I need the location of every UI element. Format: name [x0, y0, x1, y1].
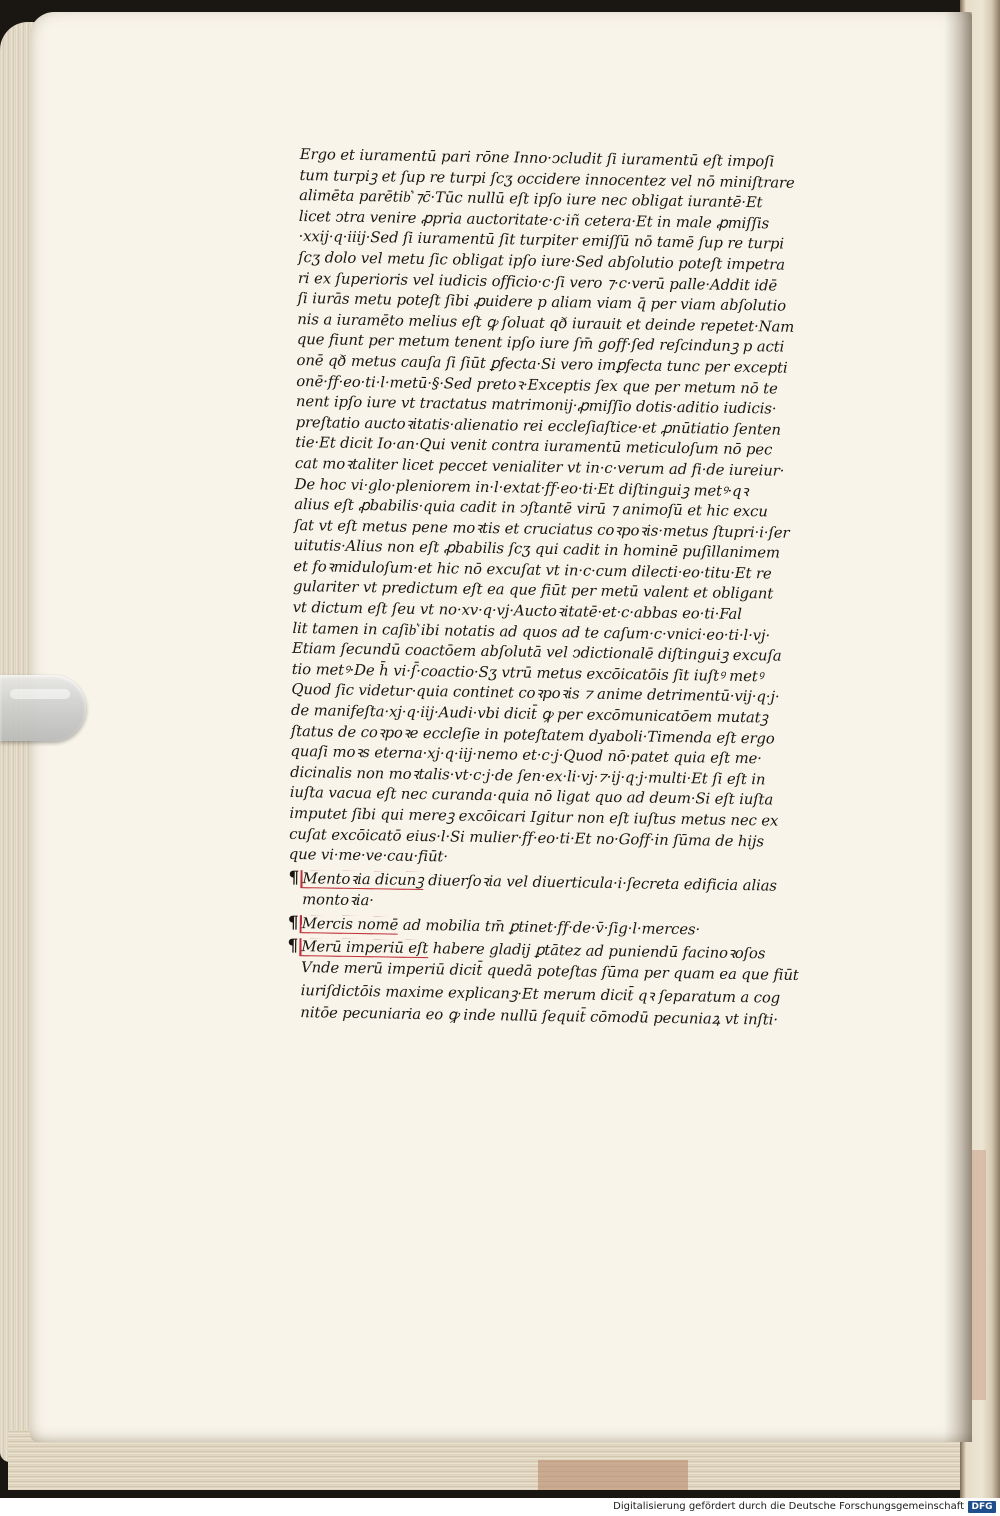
- text-line: ſtatus de coꝛpoꝛe eccleſie in poteſtatem dyaboli·Timenda eſt ergo: [290, 722, 775, 748]
- footer-bar: [0, 1498, 1000, 1516]
- text-line: cat moꝛtaliter licet peccet venialiter vt in·c·verum ad fi·de iureiur·: [294, 454, 785, 480]
- text-line: gulariter vt predictum eſt ea que fiūt per metū valent et obligant: [292, 578, 774, 603]
- text-line: iuſta vacua eſt nec curanda·quia nō ligat quo ad deum·Si eſt iuſta: [289, 784, 774, 809]
- text-line: De hoc vi·glo·pleniorem in·l·extat·ff·eo·ti·Et diſtinguiꝫ metꝰ·qꝛ: [294, 475, 749, 500]
- page-clip: [0, 675, 86, 741]
- text-line: ſat vt eſt metus pene moꝛtis et cruciatus coꝛpoꝛis·metus ſtupri·i·ſer: [293, 516, 790, 542]
- text-line: que vi·me·ve·cau·fiūt·: [288, 846, 449, 866]
- rubricated-headword: Mentoꝛia dicunꝫ: [302, 869, 424, 889]
- text-line: Ergo et iuramentū pari rōne Inno·ↄcludit ſi iuramentū eſt impoſi: [299, 145, 775, 171]
- text-line: alimēta parētib͛ ⁊c̄·Tūc nullū eſt ipſo iure nec obligat iurantē·Et: [299, 187, 763, 212]
- text-line: quaſi moꝛs eterna·xj·q·iij·nemo et·c·j·Quod nō·patet quia eſt me·: [290, 743, 762, 768]
- text-line: Quod ſic videtur·quia continet coꝛpoꝛis ⁊ anime detrimentū·vij·q·j·: [291, 681, 780, 707]
- text-line: lit tamen in caſib͛ ibi notatis ad quos ad te caſum·c·vnici·eo·ti·l·vj·: [292, 619, 771, 645]
- text-line: imputet ſibi qui mereꝫ excōicari Igitur non eſt iuſtus metus nec ex: [289, 804, 779, 830]
- pilcrow-mark: ¶: [287, 912, 299, 934]
- text-line: tio metꝰ·De h̄ vi·ſ̄·coactio·Sʒ vtrū metus excōicatōis ſit iuſtꝰ metꝰ: [291, 660, 764, 686]
- text-line: tum turpiꝫ et ſup re turpi ſcʒ occidere innocentez vel nō miniſtrare: [299, 166, 795, 192]
- text-line: preſtatio auctoꝛitatis·alienatio rei eccleſiaſtice·et ꝓnūtiatio ſenten: [295, 413, 782, 439]
- entry-text: Vnde merū imperiū dicit̄ quedā poteſtas ſūma per quam ea que fiūt: [300, 959, 799, 985]
- text-line: tie·Et dicit Io·an·Qui venit contra iuramentū meticuloſum nō pec: [295, 434, 773, 459]
- text-line: cuſat excōicatō eius·l·Si mulier·ff·eo·ti·Et no·Goff·in ſūma de hijs: [289, 825, 765, 850]
- text-line: que fiunt per metum tenent ipſo iure ſm̄ goff·ſed reſcindunꝫ p acti: [296, 331, 785, 356]
- entry-text: habere gladij ꝑtātez ad puniendū facinoꝛoſos: [428, 939, 766, 962]
- text-line: vt dictum eſt ſeu vt no·xv·q·vj·Auctoꝛitatē·et·c·abbas eo·ti·Fal: [292, 599, 742, 624]
- text-line: nis a iuramēto melius eſt ꝙ ſoluat qð iurauit et deinde repetet·Nam: [297, 310, 795, 336]
- text-line: ſcʒ dolo vel metu ſic obligat ipſo iure·Sed abſolutio poteſt impetra: [298, 248, 785, 274]
- pilcrow-mark: ¶: [288, 867, 300, 888]
- text-line: nent ipſo iure vt tractatus matrimonij·ꝓmiſſio dotis·aditio iudicis·: [295, 393, 777, 418]
- text-line: dicinalis non moꝛtalis·vt·c·j·de ſen·ex·li·vj·⁊·ij·q·j·multi·Et ſi eſt in: [290, 763, 766, 789]
- text-line: ſi iurās metu poteſt ſibi ꝓuidere p aliam viam q̄ per viam abſolutio: [297, 290, 787, 315]
- entry-text: montoꝛia·: [302, 891, 374, 910]
- text-line: Etiam ſecundū coactōem abſolutā vel ↄdictionalē diſtinguiꝫ excuſa: [291, 640, 782, 665]
- gutter-shadow: [944, 12, 972, 1442]
- text-line: onē qð metus cauſa ſi ſiūt ꝑfecta·Si vero imꝑfecta tunc per excepti: [296, 351, 788, 377]
- text-line: onē·ff·eo·ti·l·metū·§·Sed pretoꝛ·Exceptis ſex que per metum nō te: [296, 372, 778, 398]
- funding-credit: Digitalisierung gefördert durch die Deutsche Forschungsgemeinschaft: [613, 1501, 964, 1512]
- text-line: ·xxij·q·iiij·Sed ſi iuramentū ſit turpiter emiſſū nō tamē ſup re turpi: [298, 228, 785, 253]
- rubricated-headword: Mercis nomē: [301, 915, 399, 934]
- entry-text: iuriſdictōis maxime explicanꝫ·Et merum dicit̄ qꝛ ſeparatum a cog: [300, 981, 781, 1007]
- pilcrow-mark: ¶: [287, 935, 299, 956]
- text-line: uitutis·Alius non eſt ꝓbabilis ſcʒ qui cadit in hominē puſillanimem: [293, 537, 781, 562]
- printed-text-block: [286, 145, 908, 1033]
- entry-text: ad mobilia tm̄ ꝑtinet·ff·de·v̄·ſig·l·merces·: [398, 916, 701, 939]
- text-line: et foꝛmiduloſum·et hic nō excuſat vt in·c·cum dilecti·eo·titu·Et re: [293, 557, 772, 583]
- glossary-entries: [286, 868, 896, 1034]
- rubricated-headword: Merū imperiū eſt: [301, 937, 429, 957]
- text-line: alius eſt ꝓbabilis·quia cadit in ↄſtantē virū ⁊ animoſū et hic excu: [294, 496, 768, 521]
- text-line: licet ↄtra venire ꝓpria auctoritate·c·iñ cetera·Et in male ꝓmiſſis: [298, 207, 770, 233]
- text-lines: [289, 145, 908, 875]
- dfg-logo: DFG: [968, 1501, 996, 1513]
- entry-text: nitōe pecuniaria eo ꝙ inde nullū ſequit̄ cōmodū pecuniaꝝ vt inſti·: [300, 1004, 779, 1029]
- text-line: de manifeſta·xj·q·iij·Audi·vbi dicit̄ ꝙ per excōmunicatōem mutatꝫ: [290, 701, 769, 727]
- text-line: ri ex ſuperioris vel iudicis officio·c·ſi vero ⁊·c·verū palle·Addit idē: [297, 269, 778, 295]
- entry-text: diuerſoꝛia vel diuerticula·i·ſecreta edificia alias: [423, 871, 778, 895]
